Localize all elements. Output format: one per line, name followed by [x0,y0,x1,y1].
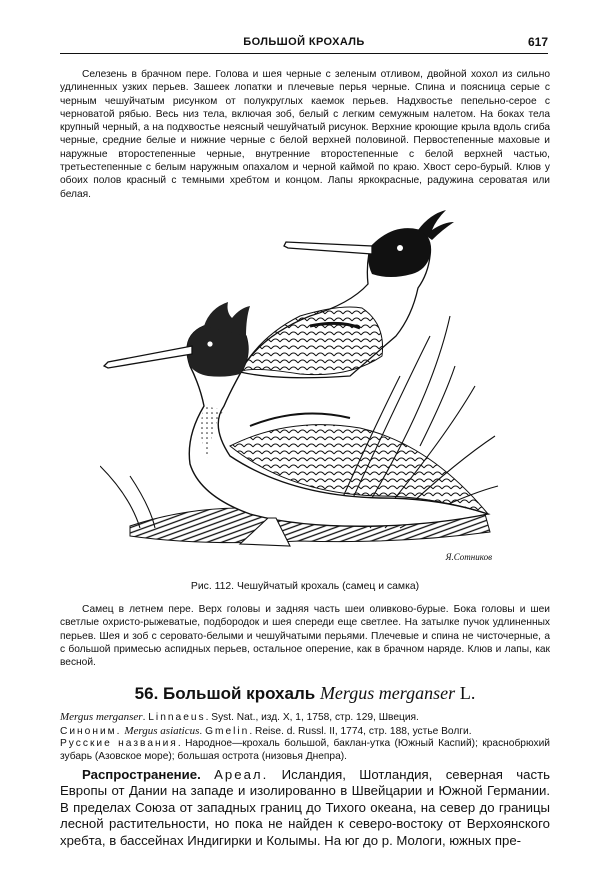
figure-caption: Рис. 112. Чешуйчатый крохаль (самец и самка) [190,581,420,592]
plumage-description-breeding: Селезень в брачном пере. Голова и шея черные с зеленым отливом, двойной хохол из сильно удлиненных узких перьев. Зашеек лопатки и плечевые перья черные. Спина и поясница серые с черным чешуйчатым рисунком от полукруглых каемок перьев. Надхвостье пепельно-серое с черноватой рябью. Весь низ тела, включая зоб, белый с легким семужным налетом. На боках тела крупный черный, а на подхвостье неясный чешуйчатый рисунок. Верхние кроющие крыла вдоль сгиба черные, средние белые и нижние черные с белой верхней половиной. Первостепенные маховые и наружные второстепенные черные, внутренние второстепенные с белой верхней частью, третьестепенные с белым наружным опахалом и черной каймой по краю. Хвост серо-бурый. Клюв у обоих полов красный с темными хребтом и концом. Лапы яркокрасные, радужина сероватая или белая. [60,69,550,200]
syn-name-2: Mergus asiaticus [124,724,200,737]
distribution-paragraph [60,767,550,849]
running-title: БОЛЬШОЙ КРОХАЛЬ [243,36,365,48]
syn-rest-3: . Народное—крохаль большой, баклан-утка (Южный Каспий); краснобрюхий зубарь (Азовское море); большая острота (низовья Днепра). [60,738,550,762]
species-number-title: 56. Большой крохаль [134,684,316,703]
header-rule [60,53,548,54]
plumage-description-summer: Самец в летнем пере. Верх головы и задняя часть шеи оливково-бурые. Бока головы и шеи светлые охристо-рыжеватые, подбородок и шея спереди еще светлее. На затылке пучок удлиненных перьев. Шея и зоб с серовато-белыми и чешуйчатыми перьями. Плечевые и спина не чисточерные, а с большой примесью аспидных перьев, остальное оперение, как в брачном наряде. Клюв и лапы, как весной. [60,604,550,669]
syn-author-1: Linnaeus [148,712,206,723]
distribution-text: Исландия, Шотландия, северная часть Европы от Дании на западе и изолированно в Швейцарии и Южной Германии. В пределах Союза от западных границ до Тихого океана, на север до границы лесной растительности, но пока не найден к северо-востоку от Верхоянского хребта, в бассейнах Индигирки и Колымы. На юг до р. Мологи, южных пре- [60,767,550,848]
syn-rest-2: . Reise. d. Russl. II, 1774, стр. 188, устье Волги. [249,725,472,737]
syn-author-2: Gmelin [205,725,250,737]
species-latin-name: Mergus merganser [319,683,456,703]
species-heading [60,683,550,704]
page-number: 617 [527,35,548,49]
distribution-lead: Распространение. [82,767,201,782]
synonymy-block: Mergus merganser. Linnaeus. Syst. Nat., изд. X, 1, 1758, стр. 129, Швеция. Синоним. Mergus asiaticus. Gmelin. Reise. d. Russl. II, 1774, стр. 188, устье Волги. Русские названия. Народное—крохаль большой, баклан-утка (Южный Каспий); краснобрюхий зубарь (Азовское море); большая острота (низовья Днепра). [60,711,550,762]
merganser-drawing [100,196,500,574]
syn-name-1: Mergus merganser [60,711,143,723]
running-header [60,36,548,56]
artist-signature: Я.Сотников [445,552,492,562]
syn-label-2: Синоним. [60,725,122,737]
syn-label-3: Русские названия [60,738,178,749]
species-author: L. [459,683,476,703]
areal-label: Ареал. [214,767,269,782]
syn-rest-1: . Syst. Nat., изд. X, 1, 1758, стр. 129, Швеция. [205,712,419,723]
illustration-mergansers [100,196,500,574]
